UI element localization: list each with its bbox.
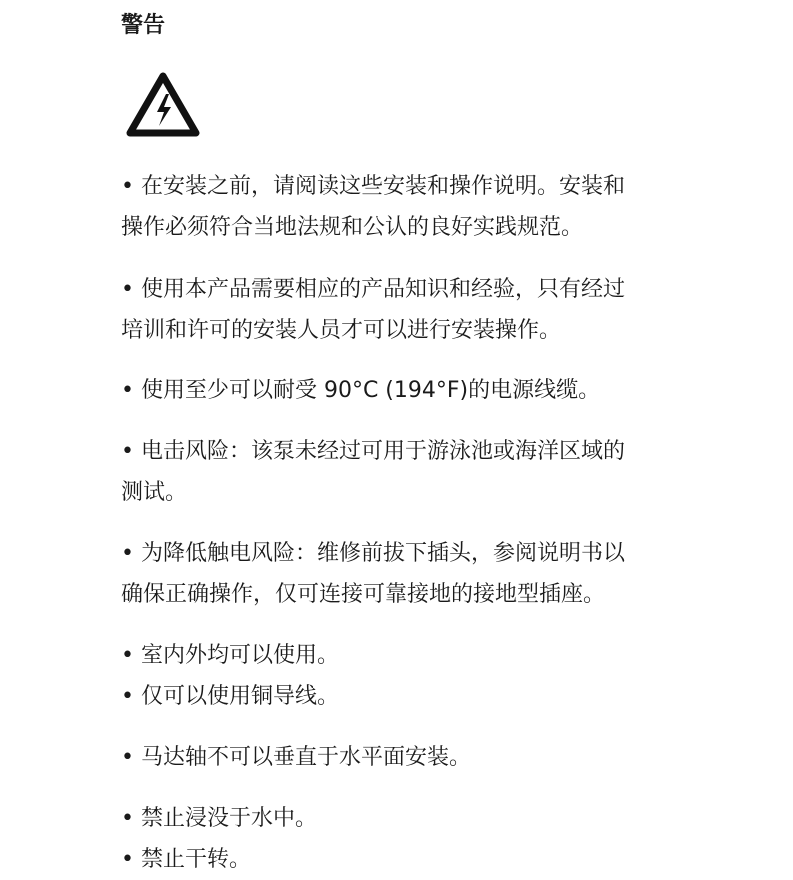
list-item: • 禁止浸没于水中。 bbox=[121, 806, 317, 831]
list-item: • 仅可以使用铜导线。 bbox=[121, 684, 339, 709]
warning-heading: 警告 bbox=[121, 13, 166, 38]
list-item: • 马达轴不可以垂直于水平面安装。 bbox=[121, 745, 471, 770]
list-item: • 为降低触电风险：维修前拔下插头，参阅说明书以 确保正确操作，仅可连接可靠接地的接地型插座。 bbox=[121, 541, 625, 607]
electrical-hazard-warning-icon bbox=[126, 72, 200, 138]
list-item: • 禁止干转。 bbox=[121, 847, 251, 872]
list-item: • 使用本产品需要相应的产品知识和经验，只有经过 培训和许可的安装人员才可以进行安装操作。 bbox=[121, 277, 625, 343]
list-item: • 使用至少可以耐受 90°C (194°F)的电源线缆。 bbox=[121, 378, 601, 403]
list-item: • 电击风险：该泵未经过可用于游泳池或海洋区域的 测试。 bbox=[121, 439, 625, 505]
list-item: • 在安装之前，请阅读这些安装和操作说明。安装和 操作必须符合当地法规和公认的良好实践规范。 bbox=[121, 174, 625, 240]
list-item: • 室内外均可以使用。 bbox=[121, 643, 339, 668]
